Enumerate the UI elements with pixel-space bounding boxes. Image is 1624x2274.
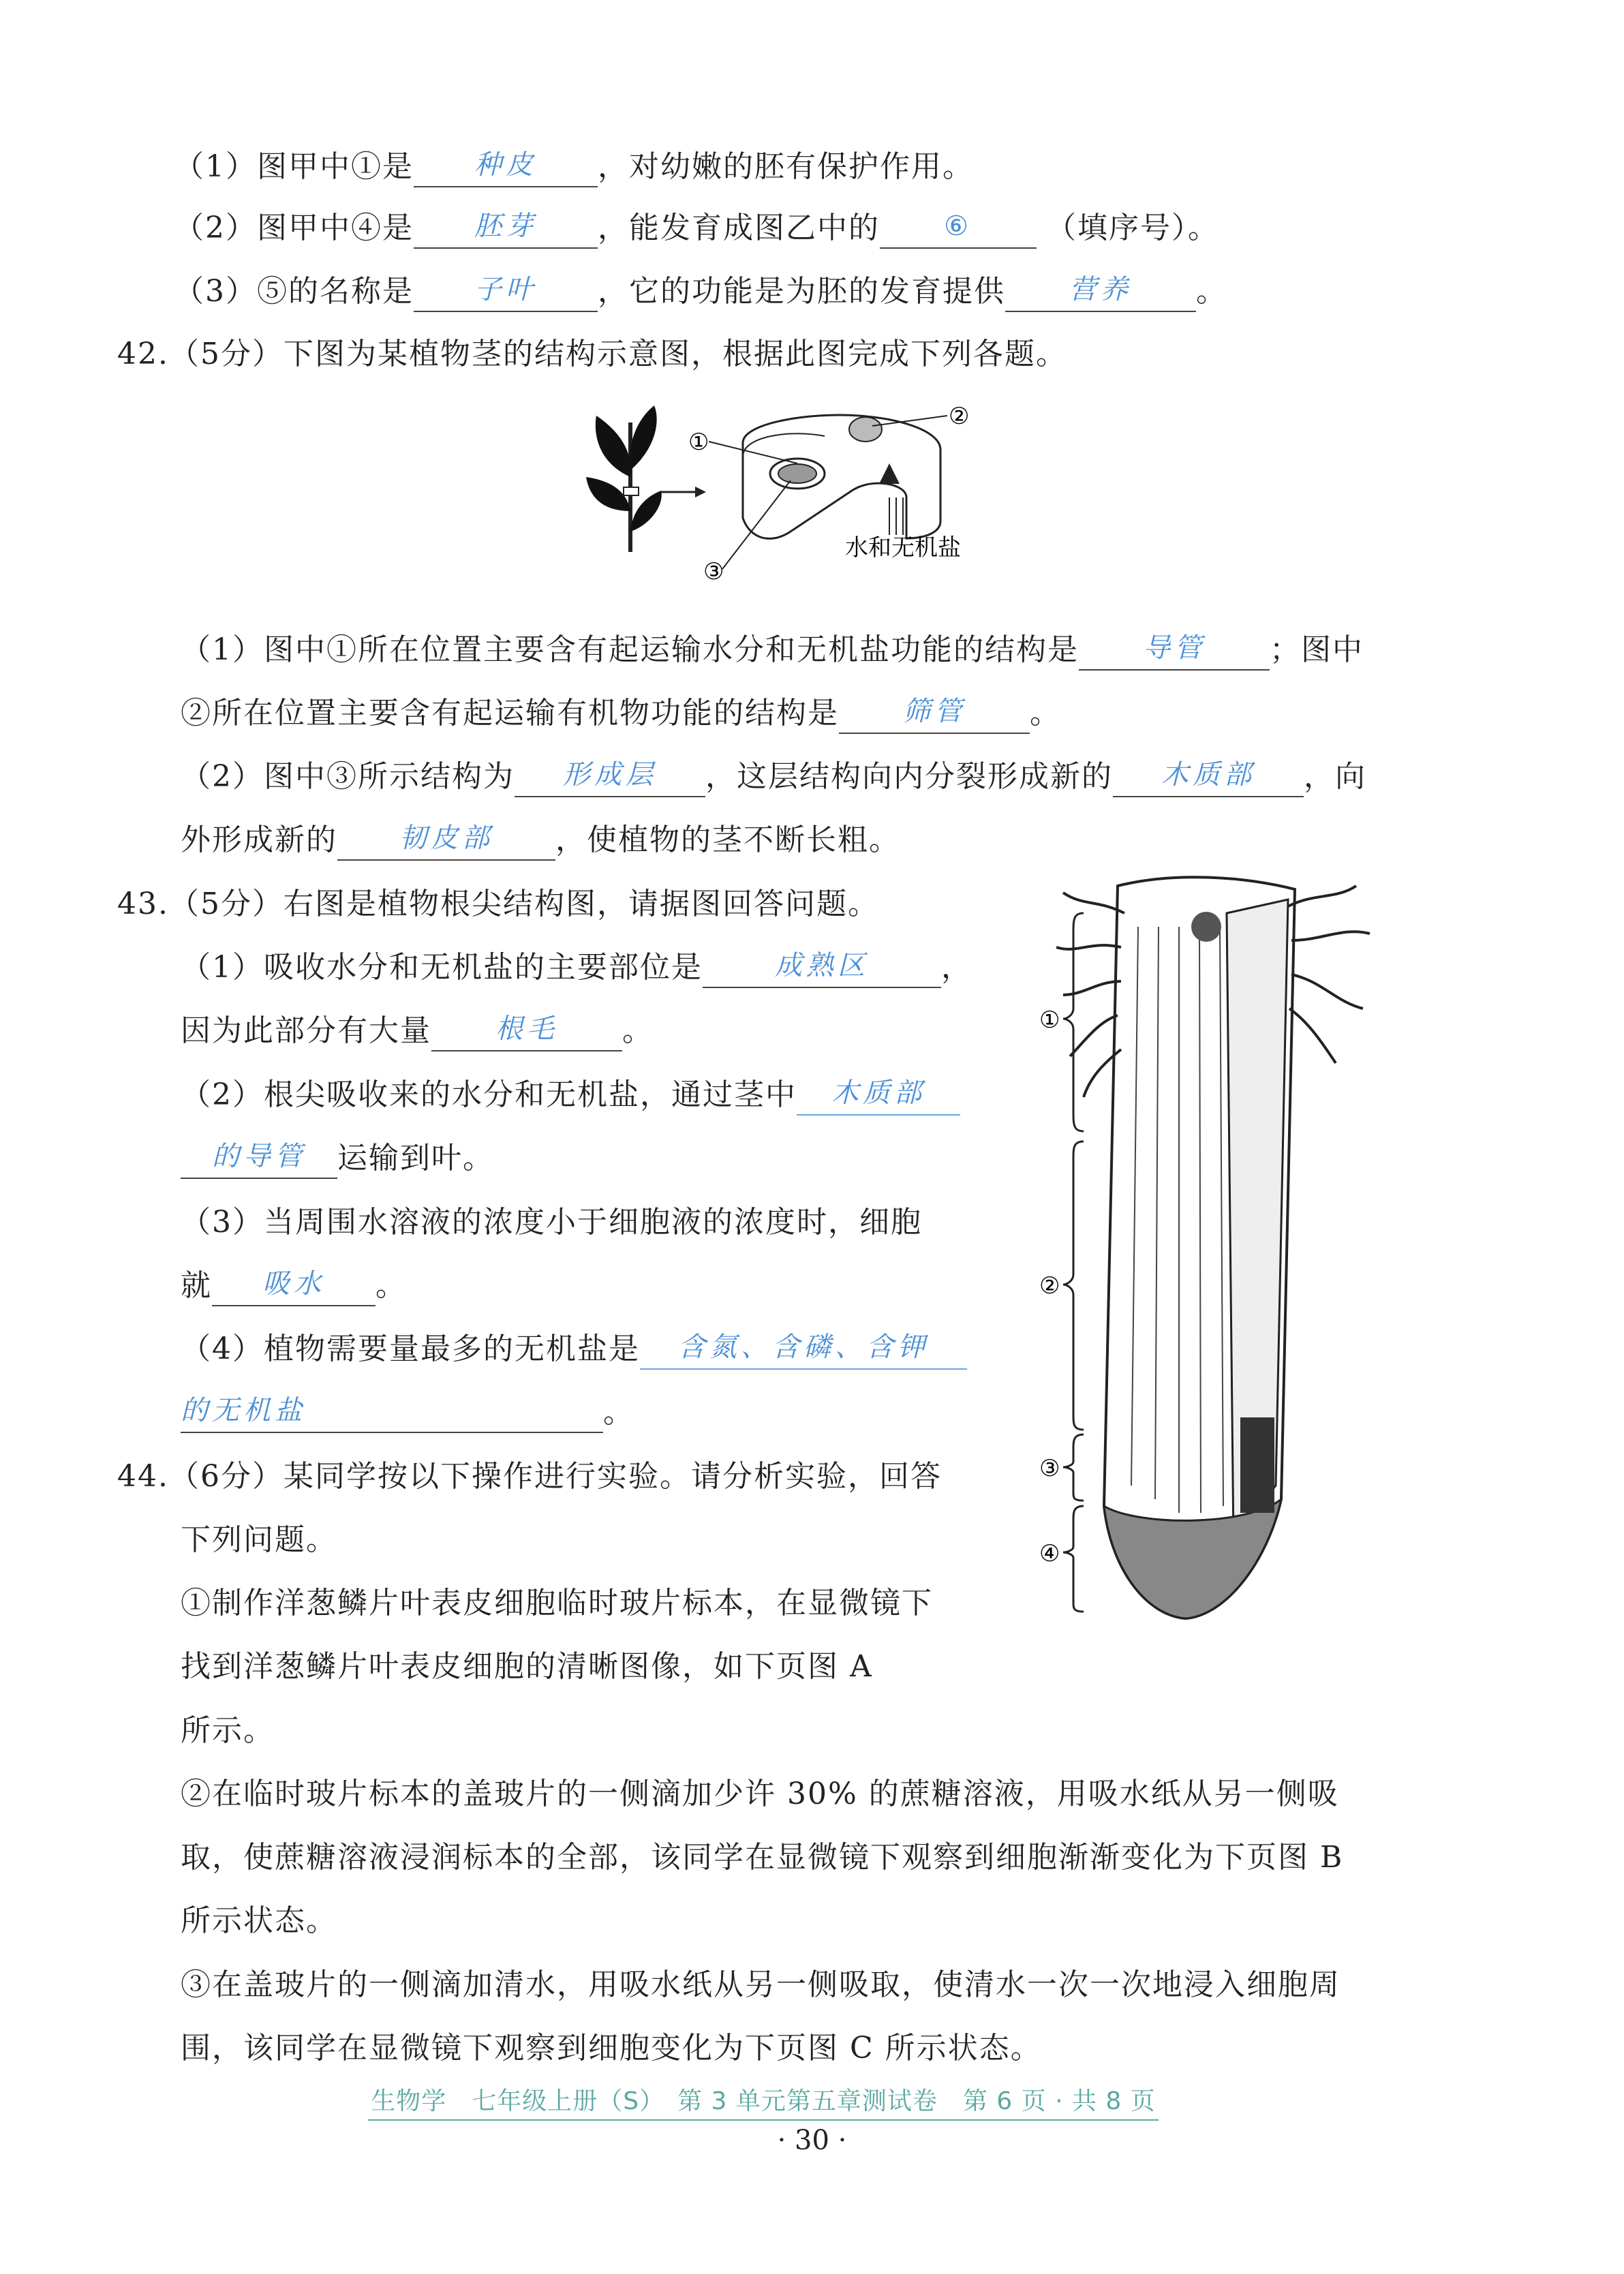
stem-structure-figure (586, 395, 1009, 593)
q43-answer-blank-3: 木质部 (797, 1076, 960, 1116)
q44-step1-line1: ①制作洋葱鳞片叶表皮细胞临时玻片标本，在显微镜下 (181, 1586, 933, 1620)
q44-step1-line2: 找到洋葱鳞片叶表皮细胞的清晰图像，如下页图 A (181, 1649, 873, 1684)
q44-step3-line1: ③在盖玻片的一侧滴加清水，用吸水纸从另一侧吸取，使清水一次一次地浸入细胞周 (181, 1967, 1340, 2002)
q42-part2: （2）图中③所示结构为 形成层 ，这层结构向内分裂形成新的 木质部 ，向 (181, 756, 1366, 797)
q43-answer-blank-6: 含氮、含磷、含钾 (640, 1330, 967, 1370)
q41-part1: （1）图甲中①是 种皮 ，对幼嫩的胚有保护作用。 (174, 147, 974, 187)
q43-part4b: 的无机盐 。 (181, 1392, 634, 1433)
q42-part2b: 外形成新的 韧皮部 ，使植物的茎不断长粗。 (181, 820, 900, 861)
q42-answer-blank-2: 筛管 (839, 694, 1030, 734)
stem-label-3: ③ (703, 558, 724, 585)
q41-answer-blank-1: 种皮 (414, 148, 598, 187)
water-minerals-label: 水和无机盐 (845, 534, 961, 562)
stem-cross-section (743, 415, 940, 538)
page-number: · 30 · (777, 2125, 847, 2156)
q43-part4: （4）植物需要量最多的无机盐是 含氮、含磷、含钾 (181, 1329, 967, 1370)
q43-answer-blank-4: 的导管 (181, 1139, 337, 1179)
q43-title: 43.（5分）右图是植物根尖结构图，请据图回答问题。 (117, 887, 879, 921)
q43-answer-blank-1: 成熟区 (703, 949, 941, 988)
q43-answer-blank-5: 吸水 (212, 1267, 376, 1306)
plant-branch-icon (586, 405, 662, 552)
q43-part2: （2）根尖吸收来的水分和无机盐，通过茎中 木质部 (181, 1075, 960, 1116)
q44-title-line2: 下列问题。 (181, 1522, 337, 1557)
q42-part1b: ②所在位置主要含有起运输有机物功能的结构是 筛管 。 (181, 693, 1061, 734)
q44-step1-line3: 所示。 (181, 1713, 275, 1748)
q41-answer-blank-4: 子叶 (414, 273, 598, 312)
q43-part3b: 就 吸水 。 (181, 1265, 407, 1306)
q43-part2b: 的导管 运输到叶。 (181, 1138, 494, 1179)
q43-part3: （3）当周围水溶液的浓度小于细胞液的浓度时，细胞 (181, 1205, 922, 1240)
q43-answer-blank-7: 的无机盐 (181, 1394, 603, 1433)
q44-step2-line3: 所示状态。 (181, 1903, 337, 1938)
q41-answer-blank-3: ⑥ (880, 209, 1037, 249)
q44-title-line1: 44.（6分）某同学按以下操作进行实验。请分析实验，回答 (117, 1459, 942, 1494)
q41-answer-blank-5: 营养 (1005, 273, 1196, 312)
q42-answer-blank-1: 导管 (1079, 631, 1270, 671)
q42-answer-blank-4: 木质部 (1113, 758, 1304, 797)
q44-step3-line2: 围，该同学在显微镜下观察到细胞变化为下页图 C 所示状态。 (181, 2031, 1042, 2065)
q41-part3: （3）⑤的名称是 子叶 ，它的功能是为胚的发育提供 营养 。 (174, 271, 1227, 312)
q44-step2-line2: 取，使蔗糖溶液浸润标本的全部，该同学在显微镜下观察到细胞渐渐变化为下页图 B (181, 1840, 1344, 1875)
q42-answer-blank-5: 韧皮部 (337, 821, 555, 861)
q42-part1: （1）图中①所在位置主要含有起运输水分和无机盐功能的结构是 导管 ；图中 (181, 630, 1364, 671)
root-zone-label-1: ① (1039, 1007, 1060, 1034)
q41-answer-blank-2: 胚芽 (414, 209, 598, 249)
root-zone-label-3: ③ (1039, 1455, 1060, 1482)
q42-title: 42.（5分）下图为某植物茎的结构示意图，根据此图完成下列各题。 (117, 337, 1067, 371)
q43-answer-blank-2: 根毛 (431, 1012, 622, 1051)
q44-step2-line1: ②在临时玻片标本的盖玻片的一侧滴加少许 30% 的蔗糖溶液，用吸水纸从另一侧吸 (181, 1777, 1339, 1811)
root-zone-label-4: ④ (1039, 1540, 1060, 1567)
q43-part1: （1）吸收水分和无机盐的主要部位是 成熟区 ， (181, 947, 972, 988)
q43-part1b: 因为此部分有大量 根毛 。 (181, 1011, 654, 1051)
root-tip-brackets (1036, 906, 1097, 1622)
stem-label-2: ② (949, 403, 970, 430)
q41-part2: （2）图甲中④是 胚芽 ，能发育成图乙中的 ⑥ （填序号）。 (174, 208, 1219, 249)
q42-answer-blank-3: 形成层 (515, 758, 705, 797)
stem-label-1: ① (688, 429, 709, 456)
root-zone-label-2: ② (1039, 1272, 1060, 1300)
page-footer: 生物学 七年级上册（S） 第 3 单元第五章测试卷 第 6 页 · 共 8 页 (368, 2082, 1159, 2121)
